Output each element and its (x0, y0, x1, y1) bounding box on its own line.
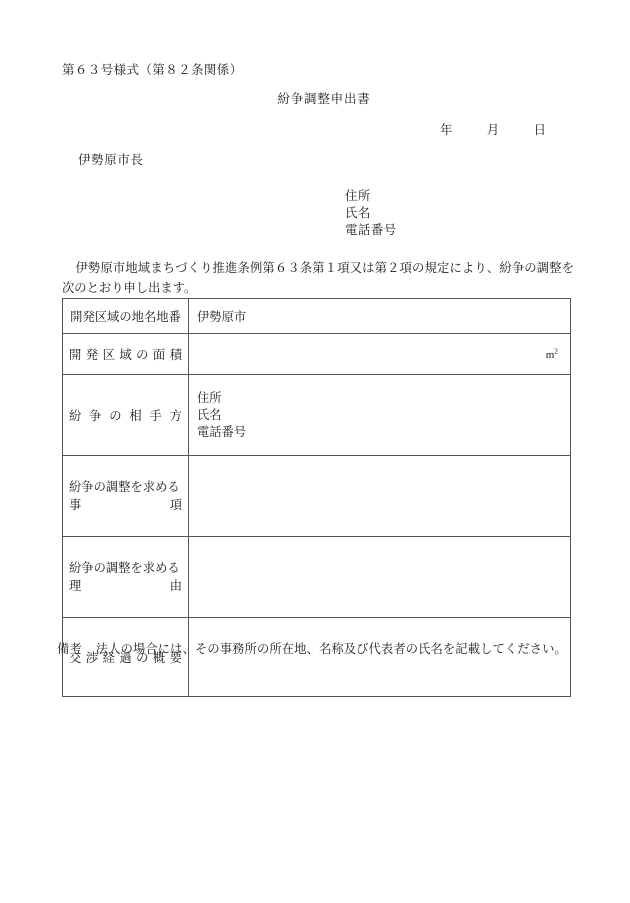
remarks-prefix: 備考 (57, 642, 82, 656)
row-value-opposing-party[interactable] (189, 375, 571, 456)
date-line (440, 120, 546, 138)
row-label-matters-requested: 紛争の調整を求める 事項 (63, 456, 189, 537)
row-value-matters-requested[interactable] (189, 456, 571, 537)
document-title-text: 紛争調整申出書 (277, 92, 371, 106)
opposing-party-name-label: 氏名 (197, 407, 222, 422)
applicant-block (345, 188, 397, 239)
row-value-development-area-location[interactable]: 伊勢原市 (189, 299, 571, 334)
addressee: 伊勢原市長 (78, 153, 144, 167)
table-row-development-area-location (63, 299, 571, 334)
remarks-note (57, 639, 567, 657)
table-row-matters-requested (63, 456, 571, 537)
row-label-development-area-location: 開発区域の地名地番 (63, 299, 189, 334)
applicant-name-label: 氏名 (345, 206, 371, 220)
row-value-negotiation-summary[interactable] (189, 618, 571, 697)
date-day-label: 日 (533, 123, 547, 137)
opposing-party-fields (197, 390, 562, 441)
row-label-opposing-party: 紛争の相手方 (63, 375, 189, 456)
applicant-phone-label: 電話番号 (345, 223, 397, 237)
row-value-development-area-size[interactable] (189, 334, 571, 375)
row-label-reason-requested: 紛争の調整を求める 理由 (63, 537, 189, 618)
row-value-reason-requested[interactable] (189, 537, 571, 618)
unit-square-meter: $m^2$ (545, 345, 558, 361)
row-label-development-area-size: 開発区域の面積 (63, 334, 189, 375)
table-row-negotiation-summary (63, 618, 571, 697)
date-year-label: 年 (440, 123, 453, 137)
opposing-party-address-label: 住所 (197, 390, 222, 405)
intro-paragraph: 伊勢原市地域まちづくり推進条例第６３条第１項又は第２項の規定により、紛争の調整を次のとおり申し出ます。 (62, 261, 574, 295)
date-month-label: 月 (486, 123, 500, 137)
document-title (0, 89, 630, 107)
table-row-development-area-size (63, 334, 571, 375)
opposing-party-phone-label: 電話番号 (197, 424, 247, 439)
row-label-negotiation-summary: 交渉経過の概要 (63, 618, 189, 697)
applicant-address-label: 住所 (345, 189, 371, 203)
form-number: 第６３号様式（第８２条関係） (62, 63, 243, 77)
table-row-opposing-party (63, 375, 571, 456)
remarks-text: 法人の場合には、その事務所の所在地、名称及び代表者の氏名を記載してください。 (95, 642, 567, 656)
application-table (62, 298, 571, 697)
table-row-reason-requested (63, 537, 571, 618)
